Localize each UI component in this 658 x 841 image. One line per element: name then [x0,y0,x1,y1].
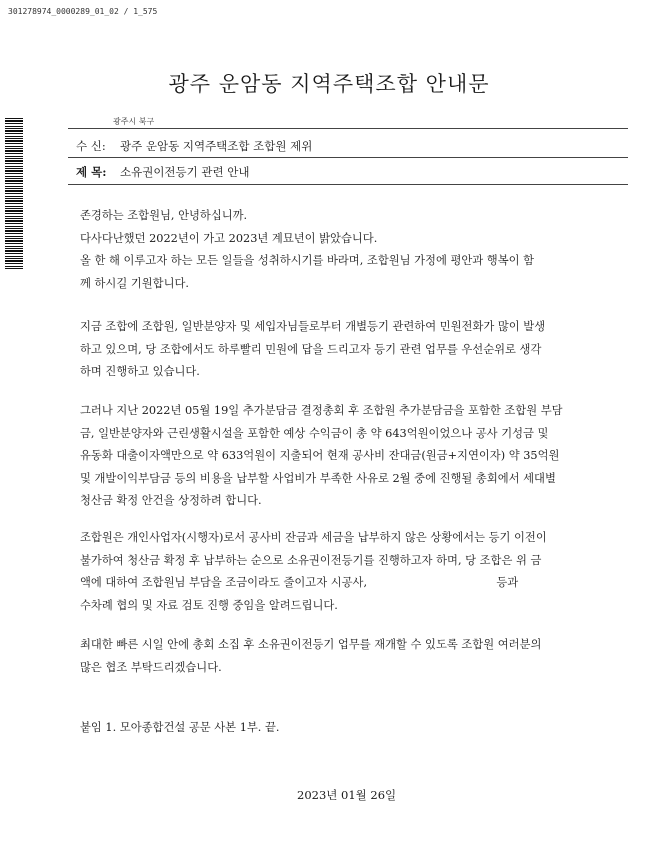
document-date: 2023년 01월 26일 [297,788,397,802]
paragraph-costs [80,400,636,513]
subject-text: 소유권이전등기 관련 안내 [120,165,250,179]
header-middle-rule [68,157,628,158]
paragraph-line: 불가하여 청산금 확정 후 납부하는 순으로 소유권이전등기를 진행하고자 하며, 당 조합은 위 금 [80,553,542,567]
paragraph-complaints [80,316,636,384]
recipient-text: 광주 운암동 지역주택조합 조합원 제위 [120,139,313,153]
paragraph-line: 지금 조합에 조합원, 일반분양자 및 세입자님들로부터 개별등기 관련하여 민원전화가 많이 발생 [80,320,546,333]
recipient-label: 수 신: [76,139,106,153]
paragraph-line: 존경하는 조합원님, 안녕하십니까. [80,209,248,222]
header-bottom-rule [68,184,628,185]
paragraph-line: 그러나 지난 2022년 05월 19일 추가분담금 결정총회 후 조합원 추가분담금을 포함한 조합원 부담 [80,404,563,417]
paragraph-line: 청산금 확정 안건을 상정하려 합니다. [80,494,262,507]
attachment-note: 붙임 1. 모아종합건설 공문 사본 1부. 끝. [80,721,280,734]
paragraph-line: 수차례 협의 및 자료 검토 진행 중임을 알려드립니다. [80,598,338,612]
paragraph-line: 최대한 빠른 시일 안에 총회 소집 후 소유권이전등기 업무를 재개할 수 있도록 조합원 여러분의 [80,638,542,651]
recipient-row [76,138,312,154]
paragraph-line: 하고 있으며, 당 조합에서도 하루빨리 민원에 답을 드리고자 등기 관련 업무를 우선순위로 생각 [80,342,542,356]
header-top-rule [68,128,628,129]
paragraph-line: 하며 진행하고 있습니다. [80,365,200,378]
document-title: 광주 운암동 지역주택조합 안내문 [168,72,490,96]
barcode-strip [5,118,23,270]
paragraph-line: 다사다난했던 2022년이 가고 2023년 계묘년이 밝았습니다. [80,231,378,245]
document-id: 301278974_0000289_01_02 / 1_575 [8,7,158,16]
paragraph-line: 및 개발이익부담금 등의 비용을 납부할 사업비가 부족한 사유로 2월 중에 진행될 총회에서 세대별 [80,471,556,485]
paragraph-line: 유동화 대출이자액만으로 약 633억원이 지출되어 현재 공사비 잔대금(원금+지연이자) 약 35억원 [80,449,560,462]
paragraph-line: 많은 협조 부탁드리겠습니다. [80,660,222,674]
sender-label: 광주시 북구 [113,117,155,126]
paragraph-registration [80,527,636,617]
paragraph-line: 조합원은 개인사업자(시행자)로서 공사비 잔금과 세금을 납부하지 않은 상황에서는 등기 이전이 [80,531,547,544]
paragraph-line: 액에 대하여 조합원님 부담을 조금이라도 줄이고자 시공사, 등과 [80,576,519,589]
paragraph-line: 올 한 해 이루고자 하는 모든 일들을 성취하시기를 바라며, 조합원님 가정에 평안과 행복이 함 [80,254,535,267]
paragraph-line: 금, 일반분양자와 근린생활시설을 포함한 예상 수익금이 총 약 643억원이었으나 공사 기성금 및 [80,426,549,440]
subject-row [76,164,250,180]
paragraph-line: 께 하시길 기원합니다. [80,276,189,290]
paragraph-greeting [80,205,636,295]
subject-label: 제 목: [76,165,107,179]
paragraph-closing [80,634,636,679]
